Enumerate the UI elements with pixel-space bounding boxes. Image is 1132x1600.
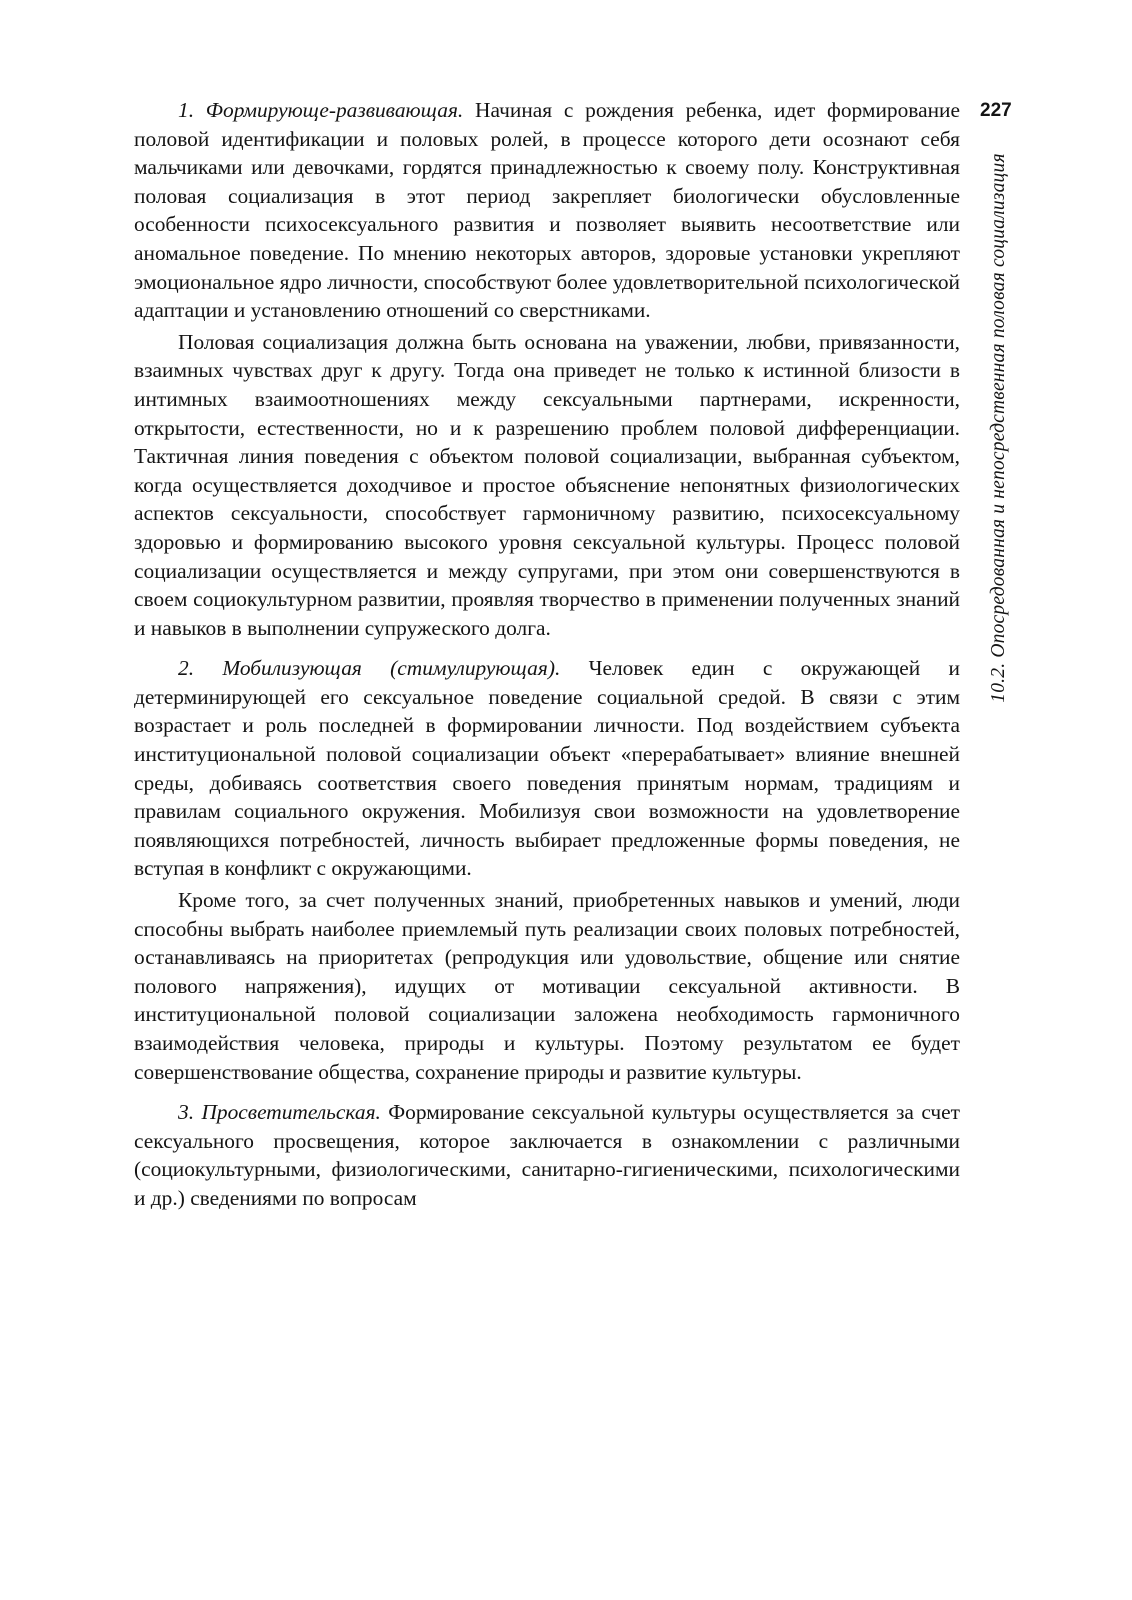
paragraph-text: Половая социализация должна быть основана на уважении, любви, привязанности, взаимных чувствах друг к другу. Тогда она приведет не только к истинной близости в интимных взаимоотношениях между сексуальными партнерами, искренности, открытости, естественности, но и к разрешению проблем половой дифференциации. Тактичная линия поведения с объектом половой социализации, выбранная субъектом, когда осуществляется доходчивое и простое объяснение непонятных физиологических аспектов сексуальности, способствует гармоничному развитию, психосексуальному здоровью и формированию высокого уровня сексуальной культуры. Процесс половой социализации осуществляется и между супругами, при этом они совершенствуются в своем социокультурном развитии, проявляя творчество в применении полученных знаний и навыков в выполнении супружеского долга.: [134, 329, 960, 640]
page-number: 227: [980, 100, 1012, 121]
paragraph-lead-term: 1. Формирующе-развивающая.: [178, 98, 464, 122]
body-text: [134, 96, 960, 1213]
paragraph-respect-love: [134, 328, 960, 643]
paragraph-formative-developmental: [134, 96, 960, 325]
paragraph-educational: [134, 1098, 960, 1212]
paragraph-lead-term: 3. Просветительская.: [178, 1100, 381, 1125]
paragraph-text: Начиная с рождения ребенка, идет формирование половой идентификации и половых ролей, в процессе которого дети осознают себя мальчиками или девочками, гордятся принадлежностью к своему полу. Конструктивная половая социализация в этот период закрепляет биологически обусловленные особенности психосексуального развития и позволяет выявить несоответствие или аномальное поведение. По мнению некоторых авторов, здоровые установки укрепляют эмоциональное ядро личности, способствуют более удовлетворительной психологической адаптации и установлению отношений со сверстниками.: [134, 98, 961, 323]
paragraph-text: Человек един с окружающей и детерминирующей его сексуальное поведение социальной средой. В связи с этим возрастает и роль последней в формировании личности. Под воздействием субъекта институциональной половой социализации объект «перерабатывает» влияние внешней среды, добиваясь соответствия своего поведения принятым нормам, традициям и правилам социального окружения. Мобилизуя свои возможности на удовлетворение появляющихся потребностей, личность выбирает предложенные формы поведения, не вступая в конфликт с окружающими.: [134, 656, 960, 881]
running-head: 10.2. Опосредованная и непосредственная половая социализация: [988, 153, 1009, 703]
paragraph-text: Кроме того, за счет полученных знаний, приобретенных навыков и умений, люди способны выбрать наиболее приемлемый путь реализации своих половых потребностей, останавливаясь на приоритетах (репродукция или удовольствие, общение или снятие полового напряжения), идущих от мотивации сексуальной активности. В институциональной половой социализации заложена необходимость гармоничного взаимодействия человека, природы и культуры. Поэтому результатом ее будет совершенствование общества, сохранение природы и развитие культуры.: [134, 888, 960, 1084]
paragraph-lead-term: 2. Мобилизующая (стимулирующая).: [178, 656, 561, 681]
paragraph-text: Формирование сексуальной культуры осуществляется за счет сексуального просвещения, которое заключается в ознакомлении с различными (социокультурными, физиологическими, санитарно-гигиеническими, психологическими и др.) сведениями по вопросам: [134, 1100, 960, 1210]
paragraph-knowledge-skills: [134, 886, 960, 1086]
paragraph-mobilizing: [134, 654, 960, 883]
